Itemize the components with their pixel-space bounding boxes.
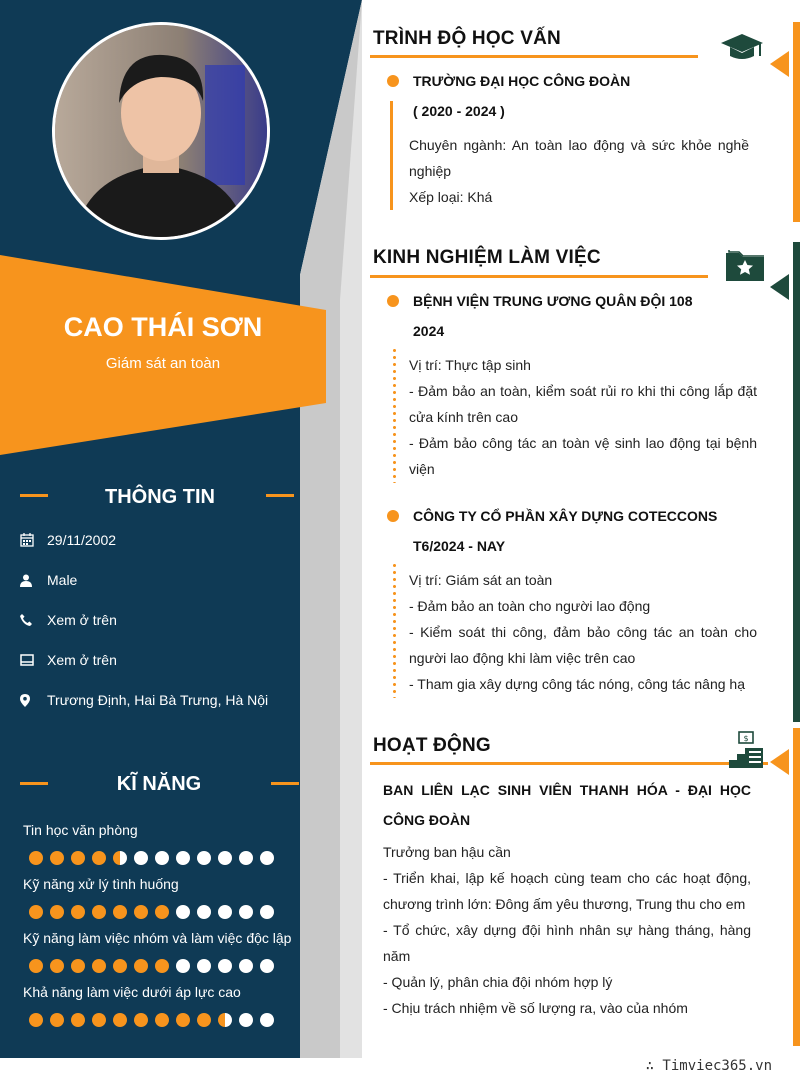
edge-strip-experience: [793, 242, 800, 722]
heading-underline: [370, 275, 708, 278]
skill-rating: [29, 905, 274, 919]
timeline-bullet: [387, 75, 399, 87]
info-value: Xem ở trên: [47, 612, 117, 628]
education-heading: TRÌNH ĐỘ HỌC VẤN: [373, 28, 561, 49]
skill-dot: [239, 851, 253, 865]
folder-star-icon: [725, 248, 765, 287]
skill-dot: [134, 905, 148, 919]
activity-line: - Chịu trách nhiệm về số lượng ra, vào của nhóm: [383, 1000, 688, 1016]
skill-dot: [134, 959, 148, 973]
activity-line: - Quản lý, phân chia đội nhóm hợp lý: [383, 974, 613, 990]
job-duty: - Đảm bảo công tác an toàn vệ sinh lao động tại bệnh viện: [409, 435, 757, 477]
skill-dot: [197, 1013, 211, 1027]
edge-arrow: [770, 274, 789, 300]
skill-dot: [29, 959, 43, 973]
skill-dot: [260, 905, 274, 919]
job-duty: - Kiểm soát thi công, đảm bảo công tác an toàn cho người lao động khi làm việc trên cao: [409, 624, 757, 666]
skill-dot: [134, 851, 148, 865]
activity-line: - Triển khai, lập kế hoạch cùng team cho các hoạt động, chương trình lớn: Đông ấm yêu thương, Trung thu cho em: [383, 870, 751, 912]
job-duty: - Tham gia xây dựng công tác nóng, công tác nâng hạ: [409, 676, 745, 692]
skill-dot: [134, 1013, 148, 1027]
timeline-bar: [390, 101, 393, 210]
heading-dash-right: [271, 782, 299, 785]
skill-dot: [260, 851, 274, 865]
timeline-bullet: [387, 510, 399, 522]
phone-icon: [20, 614, 47, 626]
calendar-icon: [20, 533, 47, 547]
edge-strip-education: [793, 22, 800, 222]
edge-arrow: [770, 51, 789, 77]
skill-dot: [92, 1013, 106, 1027]
job-company: CÔNG TY CỔ PHẦN XÂY DỰNG COTECCONS: [413, 508, 718, 524]
skill-label: Kỹ năng làm việc nhóm và làm việc độc lập: [23, 930, 292, 946]
avatar: [52, 22, 270, 240]
skill-dot: [50, 1013, 64, 1027]
skill-dot: [218, 905, 232, 919]
edu-period: ( 2020 - 2024 ): [413, 103, 505, 119]
activity-org: BAN LIÊN LẠC SINH VIÊN THANH HÓA - ĐẠI HỌC CÔNG ĐOÀN: [383, 782, 751, 828]
skill-dot: [71, 851, 85, 865]
skill-dot: [218, 1013, 232, 1027]
timeline-dots: [393, 347, 396, 483]
activity-role: Trưởng ban hậu cần: [383, 844, 511, 860]
skill-dot: [176, 959, 190, 973]
email-icon: [20, 654, 47, 666]
edge-strip-activities: [793, 728, 800, 1046]
info-email: [20, 649, 117, 671]
skill-dot: [260, 1013, 274, 1027]
watermark: ∴ Timviec365.vn: [645, 1058, 772, 1074]
timeline-bullet: [387, 295, 399, 307]
skill-dot: [29, 1013, 43, 1027]
job-duty: - Đảm bảo an toàn cho người lao động: [409, 598, 651, 614]
job-duty: - Đảm bảo an toàn, kiểm soát rủi ro khi thi công lắp đặt cửa kính trên cao: [409, 383, 757, 425]
job-company: BỆNH VIỆN TRUNG ƯƠNG QUÂN ĐỘI 108: [413, 293, 693, 309]
skill-dot: [71, 1013, 85, 1027]
skill-dot: [176, 851, 190, 865]
info-heading: THÔNG TIN: [105, 486, 215, 508]
skill-dot: [92, 851, 106, 865]
edge-arrow: [770, 749, 789, 775]
skill-dot: [260, 959, 274, 973]
skill-dot: [176, 1013, 190, 1027]
skill-dot: [239, 959, 253, 973]
skill-dot: [92, 959, 106, 973]
graduation-cap-icon: [720, 32, 764, 67]
info-gender: [20, 569, 77, 591]
skill-dot: [155, 905, 169, 919]
skill-rating: [29, 851, 274, 865]
skill-dot: [50, 851, 64, 865]
edu-grade: Xếp loại: Khá: [409, 189, 493, 205]
info-value: Male: [47, 572, 78, 588]
skill-dot: [113, 959, 127, 973]
skill-dot: [29, 851, 43, 865]
skills-heading: KĨ NĂNG: [116, 773, 202, 795]
skill-dot: [29, 905, 43, 919]
info-birthdate: [20, 529, 116, 551]
skill-dot: [71, 905, 85, 919]
heading-dash-right: [266, 494, 294, 497]
skill-dot: [50, 905, 64, 919]
skill-dot: [71, 959, 85, 973]
info-phone: [20, 609, 117, 631]
skill-dot: [113, 1013, 127, 1027]
heading-underline: [370, 55, 698, 58]
job-period: T6/2024 - NAY: [413, 538, 506, 554]
skill-dot: [197, 959, 211, 973]
info-value: Trương Định, Hai Bà Trưng, Hà Nội: [47, 692, 269, 708]
info-value: 29/11/2002: [47, 532, 117, 548]
info-address: [20, 689, 268, 711]
experience-heading: KINH NGHIỆM LÀM VIỆC: [373, 247, 601, 268]
skill-dot: [113, 851, 127, 865]
heading-underline: [370, 762, 768, 765]
location-icon: [20, 694, 47, 707]
skill-dot: [155, 1013, 169, 1027]
skill-dot: [218, 959, 232, 973]
skill-dot: [92, 905, 106, 919]
edu-major: Chuyên ngành: An toàn lao động và sức khỏe nghề nghiệp: [409, 137, 749, 179]
skill-dot: [50, 959, 64, 973]
activities-heading: HOẠT ĐỘNG: [373, 735, 491, 756]
edu-school: TRƯỜNG ĐẠI HỌC CÔNG ĐOÀN: [413, 73, 631, 89]
skill-dot: [218, 851, 232, 865]
activity-line: - Tổ chức, xây dựng đội hình nhân sự hàng tháng, hàng năm: [383, 922, 751, 964]
candidate-job-title: Giám sát an toàn: [105, 355, 221, 372]
user-icon: [20, 574, 47, 587]
skill-dot: [113, 905, 127, 919]
skill-rating: [29, 1013, 274, 1027]
skill-dot: [155, 851, 169, 865]
skill-dot: [239, 905, 253, 919]
skill-label: Khả năng làm việc dưới áp lực cao: [23, 984, 241, 1000]
timeline-dots: [393, 562, 396, 698]
info-value: Xem ở trên: [47, 652, 117, 668]
skill-dot: [155, 959, 169, 973]
skill-dot: [176, 905, 190, 919]
job-position: Vị trí: Giám sát an toàn: [409, 572, 553, 588]
svg-text:$: $: [743, 734, 749, 743]
podium-icon: [727, 730, 765, 775]
skill-dot: [197, 905, 211, 919]
candidate-name: CAO THÁI SƠN: [63, 312, 263, 342]
job-period: 2024: [413, 323, 445, 339]
skill-rating: [29, 959, 274, 973]
skill-dot: [197, 851, 211, 865]
skill-label: Tin học văn phòng: [23, 822, 138, 838]
job-position: Vị trí: Thực tập sinh: [409, 357, 531, 373]
skill-dot: [239, 1013, 253, 1027]
skill-label: Kỹ năng xử lý tình huống: [23, 876, 179, 892]
